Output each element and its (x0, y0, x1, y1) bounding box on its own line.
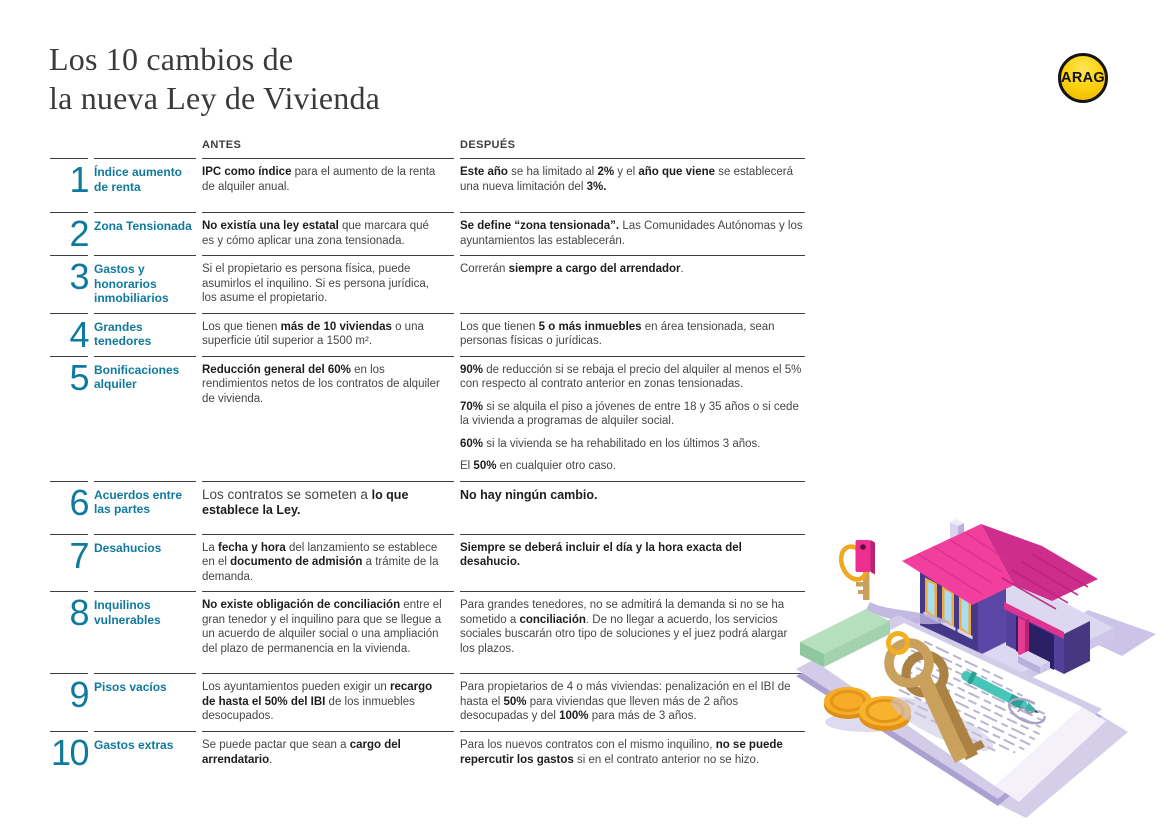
row-title: Acuerdos entre las partes (94, 481, 196, 534)
row-title: Gastos y honorarios inmobiliarios (94, 255, 196, 313)
row-number: 10 (50, 731, 88, 781)
table-row (50, 481, 806, 534)
row-before-cell: Si el propietario es persona física, puede asumirlos el inquilino. Si es persona jurídica, los asume el propietario. (202, 255, 454, 313)
row-after-cell: No hay ningún cambio. (460, 481, 805, 534)
table-row (50, 158, 806, 212)
row-title: Inquilinos vulnerables (94, 591, 196, 673)
row-before-cell: No existía una ley estatal que marcara qué es y cómo aplicar una zona tensionada. (202, 212, 454, 255)
row-title: Pisos vacíos (94, 673, 196, 731)
row-after-cell: Los que tienen 5 o más inmuebles en área tensionada, sean personas físicas o jurídicas. (460, 313, 805, 356)
row-number: 2 (50, 212, 88, 255)
table-row (50, 313, 806, 356)
arag-logo-text: ARAG (1061, 70, 1105, 86)
row-after-cell: Para los nuevos contratos con el mismo inquilino, no se puede repercutir los gastos si en el contrato anterior no se hizo. (460, 731, 805, 781)
row-before-cell: IPC como índice para el aumento de la renta de alquiler anual. (202, 158, 454, 212)
row-number: 9 (50, 673, 88, 731)
table-row (50, 591, 806, 673)
row-after-cell: Siempre se deberá incluir el día y la hora exacta del desahucio. (460, 534, 805, 592)
row-after-cell: 90% de reducción si se rebaja el precio del alquiler al menos el 5% con respecto al contrato anterior en zonas tensionadas. 70% si se alquila el piso a jóvenes de entre 18 y 35 años o si cede la vivienda a programas de alquiler social. 60% si la vivienda se ha rehabilitado en los últimos 3 años. El 50% en cualquier otro caso. (460, 356, 805, 481)
changes-table (50, 139, 806, 781)
row-number: 7 (50, 534, 88, 592)
table-row (50, 356, 806, 481)
row-before-cell: Se puede pactar que sean a cargo del arrendatario. (202, 731, 454, 781)
page-title (49, 40, 380, 118)
table-row (50, 673, 806, 731)
row-number: 4 (50, 313, 88, 356)
col-header-despues: DESPUÉS (460, 139, 516, 151)
row-title: Gastos extras (94, 731, 196, 781)
table-body (50, 158, 806, 781)
row-before-cell: Reducción general del 60% en los rendimientos netos de los contratos de alquiler de vivienda. (202, 356, 454, 481)
row-title: Zona Tensionada (94, 212, 196, 255)
table-header (50, 139, 806, 158)
row-title: Índice aumento de renta (94, 158, 196, 212)
row-after-cell: Se define “zona tensionada”. Las Comunidades Autónomas y los ayuntamientos las establecerán. (460, 212, 805, 255)
row-before-cell: Los contratos se someten a lo que establece la Ley. (202, 481, 454, 534)
page-title-line2: la nueva Ley de Vivienda (49, 80, 381, 116)
page-title-line1: Los 10 cambios de (49, 41, 294, 77)
row-number: 3 (50, 255, 88, 313)
table-row (50, 212, 806, 255)
row-number: 6 (50, 481, 88, 534)
table-row (50, 255, 806, 313)
row-before-cell: Los ayuntamientos pueden exigir un recargo de hasta el 50% del IBI de los inmuebles desocupados. (202, 673, 454, 731)
row-number: 8 (50, 591, 88, 673)
row-number: 1 (50, 158, 88, 212)
table-row (50, 534, 806, 592)
arag-logo (1058, 53, 1108, 103)
row-title: Grandes tenedores (94, 313, 196, 356)
row-title: Bonificaciones alquiler (94, 356, 196, 481)
row-after-cell: Para grandes tenedores, no se admitirá la demanda si no se ha sometido a conciliación. De no llegar a acuerdo, los servicios sociales buscarán otro tipo de soluciones y el juez podrá alargar los plazos. (460, 591, 805, 673)
row-before-cell: No existe obligación de conciliación entre el gran tenedor y el inquilino para que se llegue a un acuerdo de alquiler social o una ampliación del plazo de permanencia en la vivienda. (202, 591, 454, 673)
row-title: Desahucios (94, 534, 196, 592)
row-after-cell: Este año se ha limitado al 2% y el año que viene se establecerá una nueva limitación del 3%. (460, 158, 805, 212)
col-header-antes: ANTES (202, 139, 242, 151)
row-number: 5 (50, 356, 88, 481)
row-after-cell: Correrán siempre a cargo del arrendador. (460, 255, 805, 313)
row-before-cell: La fecha y hora del lanzamiento se establece en el documento de admisión a trámite de la demanda. (202, 534, 454, 592)
house-contract-illustration (792, 506, 1169, 818)
table-row (50, 731, 806, 781)
row-before-cell: Los que tienen más de 10 viviendas o una superficie útil superior a 1500 m². (202, 313, 454, 356)
row-after-cell: Para propietarios de 4 o más viviendas: penalización en el IBI de hasta el 50% para viviendas que lleven más de 2 años desocupadas y del 100% para más de 3 años. (460, 673, 805, 731)
